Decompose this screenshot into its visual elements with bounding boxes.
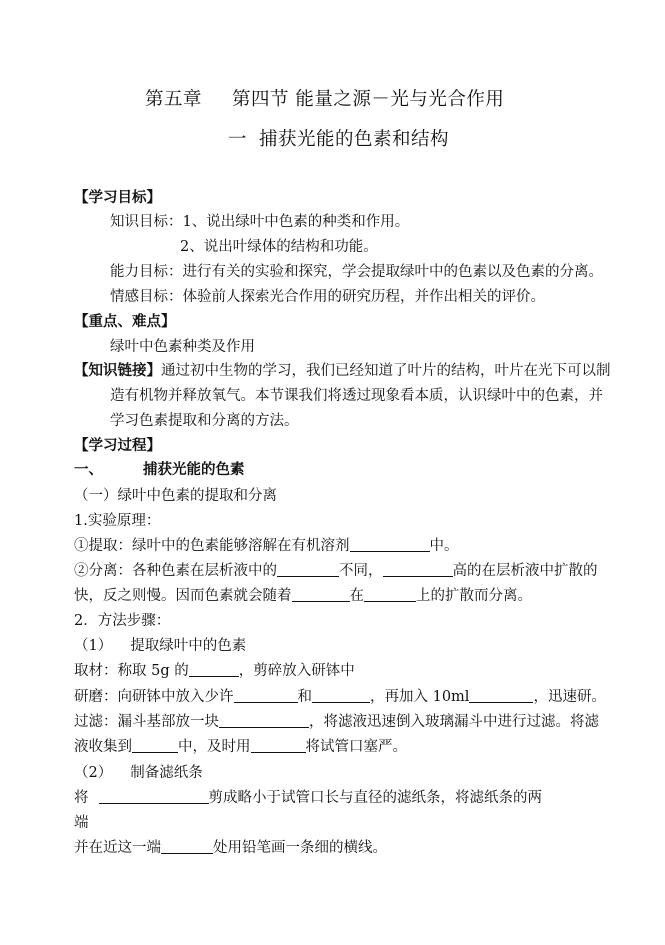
link-heading: 【知识链接】 (74, 362, 161, 379)
separate2-text-a: 快，反之则慢。因而色素就会随着 (74, 588, 292, 604)
steps-heading: 2．方法步骤： (74, 613, 171, 629)
emotion-objective: 情感目标：体验前人探索光合作用的研究历程，并作出相关的评价。 (110, 289, 545, 305)
paper-line-1 (74, 789, 542, 807)
sub-heading-1: （一）绿叶中色素的提取和分离 (74, 488, 277, 504)
extract-line (74, 537, 459, 555)
filter2-text-c: 将试管口塞严。 (305, 739, 407, 755)
filter-line-1 (74, 713, 599, 731)
fill-blank[interactable] (383, 562, 453, 577)
knowledge-objective-2: 2、说出叶绿体的结构和功能。 (180, 239, 378, 255)
material-text-b: ，剪碎放入研钵中 (238, 663, 355, 679)
ability-objective: 能力目标：进行有关的实验和探究，学会提取绿叶中的色素以及色素的分离。 (110, 264, 603, 280)
fill-blank[interactable] (469, 688, 533, 703)
fill-blank[interactable] (312, 688, 370, 703)
knowledge-label: 知识目标： (110, 214, 183, 230)
link-line-2: 造有机物并释放氧气。本节课我们将透过现象看本质，认识绿叶中的色素，并 (110, 388, 603, 404)
link-line-3: 学习色素提取和分离的方法。 (110, 413, 299, 429)
part1-heading (74, 461, 245, 479)
step2-title: 制备滤纸条 (130, 765, 203, 781)
fill-blank[interactable] (161, 839, 213, 854)
separate-text-c: 高的在层析液中扩散的 (452, 563, 598, 579)
objectives-heading: 【学习目标】 (74, 189, 161, 206)
separate2-text-b: 在 (349, 588, 364, 604)
fill-blank[interactable] (292, 587, 350, 602)
key-points-heading: 【重点、难点】 (74, 313, 176, 330)
pencil-text-b: 处用铅笔画一条细的横线。 (213, 840, 387, 856)
pencil-text-a: 并在近这一端 (74, 840, 161, 856)
knowledge-item-1: 1、说出绿叶中色素的种类和作用。 (182, 214, 410, 230)
paper-text-a: 将 (74, 790, 89, 806)
separate-line-1 (74, 562, 598, 580)
material-line (74, 662, 355, 680)
principle-heading: 1.实验原理： (74, 513, 161, 529)
fill-blank[interactable] (234, 688, 298, 703)
grind-text-d: ，迅速研。 (533, 689, 606, 705)
fill-blank[interactable] (132, 738, 178, 753)
paper-text-b: 剪成略小于试管口长与直径的滤纸条，将滤纸条的两 (208, 790, 542, 806)
fill-blank[interactable] (189, 662, 239, 677)
sub-title (228, 128, 449, 152)
pencil-line (74, 839, 387, 857)
process-heading: 【学习过程】 (74, 437, 161, 454)
step1-title: 提取绿叶中的色素 (130, 638, 247, 654)
filter-text-b: ，将滤液迅速倒入玻璃漏斗中进行过滤。将滤 (309, 714, 599, 730)
section-label: 第四节 能量之源－光与光合作用 (232, 89, 505, 110)
filter-text-a: 过滤：漏斗基部放一块 (74, 714, 219, 730)
fill-blank[interactable] (99, 789, 209, 804)
step2-heading (74, 764, 203, 782)
fill-blank[interactable] (364, 587, 416, 602)
grind-text-b: 和 (297, 689, 312, 705)
part1-title: 捕获光能的色素 (143, 461, 245, 478)
extract-text-b: 中。 (429, 538, 459, 554)
material-text-a: 取材：称取 5g 的 (74, 663, 189, 679)
chapter-title (145, 88, 504, 112)
separate-text-a: ②分离：各种色素在层析液中的 (74, 563, 277, 579)
grind-text-c: ，再加入 10ml (370, 689, 470, 705)
chapter-label: 第五章 (145, 89, 203, 110)
link-text-1: 通过初中生物的学习，我们已经知道了叶片的结构，叶片在光下可以制 (161, 363, 611, 379)
part1-number: 一、 (74, 461, 103, 478)
step1-number: （1） (74, 638, 113, 654)
knowledge-objective-1 (110, 213, 409, 231)
sub-title-number: 一 (228, 129, 248, 150)
extract-text-a: ①提取：绿叶中的色素能够溶解在有机溶剂 (74, 538, 350, 554)
fill-blank[interactable] (277, 562, 339, 577)
fill-blank[interactable] (350, 537, 430, 552)
step1-heading (74, 637, 246, 655)
filter2-text-b: 中，及时用 (178, 739, 251, 755)
grind-text-a: 研磨：向研钵中放入少许 (74, 689, 234, 705)
step2-number: （2） (74, 765, 113, 781)
sub-title-text: 捕获光能的色素和结构 (259, 129, 450, 150)
fill-blank[interactable] (251, 738, 306, 753)
paper-line-2: 端 (74, 815, 89, 831)
link-line-1 (74, 362, 611, 380)
filter-line-2 (74, 738, 407, 756)
key-points-text: 绿叶中色素种类及作用 (110, 339, 255, 355)
fill-blank[interactable] (219, 713, 309, 728)
grind-line (74, 688, 606, 706)
separate-line-2 (74, 587, 532, 605)
separate2-text-c: 上的扩散而分离。 (416, 588, 532, 604)
separate-text-b: 不同， (339, 563, 383, 579)
filter2-text-a: 液收集到 (74, 739, 132, 755)
